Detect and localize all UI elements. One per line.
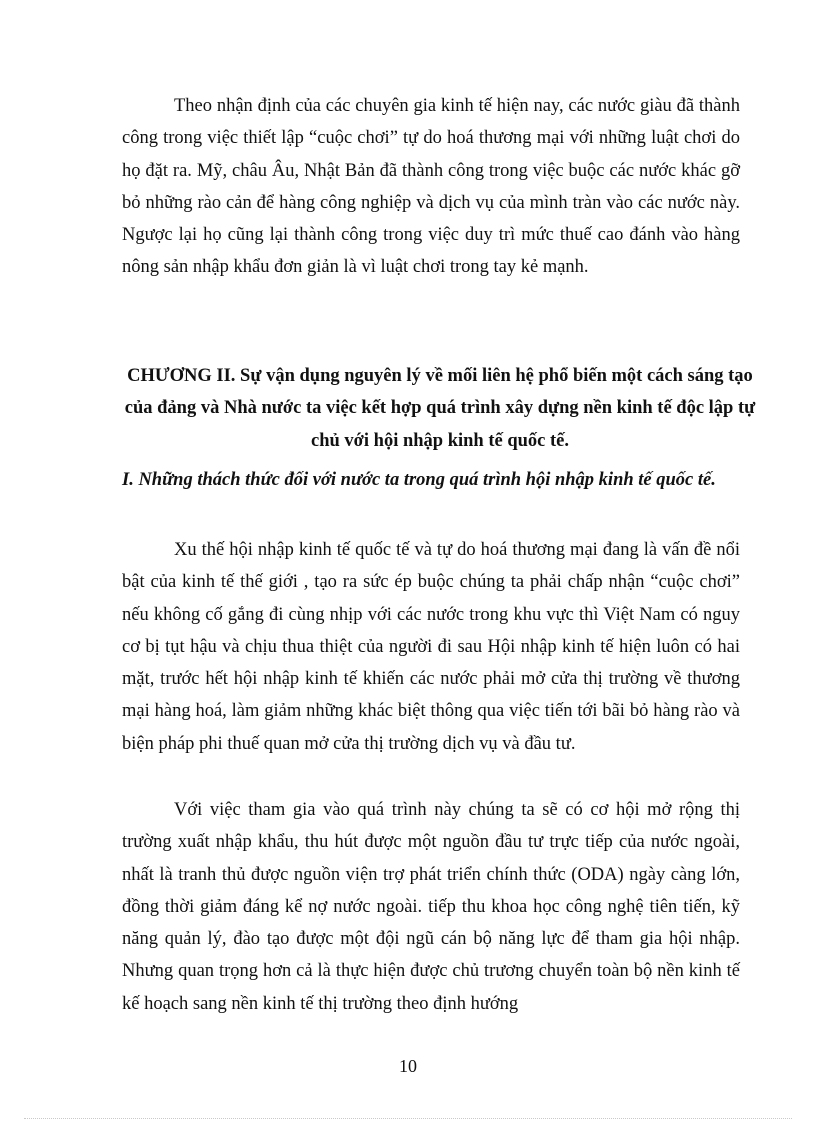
paragraph-opportunities: Với việc tham gia vào quá trình này chúng ta sẽ có cơ hội mở rộng thị trường xuất nhập khẩu, thu hút được một nguồn đầu tư trực tiếp của nước ngoài, nhất là tranh thủ được nguồn viện trợ phát triển chính thức (ODA) ngày càng lớn, đồng thời giảm đáng kể nợ nước ngoài. tiếp thu khoa học công nghệ tiên tiến, kỹ năng quản lý, đào tạo được một đội ngũ cán bộ năng lực để tham gia hội nhập. Nhưng quan trọng hơn cả là thực hiện được chủ trương chuyển toàn bộ nền kinh tế kế hoạch sang nền kinh tế thị trường theo định hướng: [122, 800, 740, 1014]
paragraph-trend: Xu thế hội nhập kinh tế quốc tế và tự do hoá thương mại đang là vấn đề nổi bật của kinh tế thế giới , tạo ra sức ép buộc chúng ta phải chấp nhận “cuộc chơi” nếu không cố gắng đi cùng nhịp với các nước trong khu vực thì Việt Nam có nguy cơ bị tụt hậu và chịu thua thiệt của người đi sau Hội nhập kinh tế hiện luôn có hai mặt, trước hết hội nhập kinh tế khiến các nước phải mở cửa thị trường về thương mại hàng hoá, làm giảm những khác biệt thông qua việc tiến tới bãi bỏ hàng rào và biện pháp phi thuế quan mở cửa thị trường dịch vụ và đầu tư.: [122, 540, 740, 754]
chapter-heading: CHƯƠNG II. Sự vận dụng nguyên lý về mối liên hệ phổ biến một cách sáng tạo của đảng và Nhà nước ta việc kết hợp quá trình xây dựng nền kinh tế độc lập tự chủ với hội nhập kinh tế quốc tế.: [124, 366, 756, 451]
section-heading: I. Những thách thức đối với nước ta trong quá trình hội nhập kinh tế quốc tế.: [122, 470, 716, 490]
page-bottom-divider: [24, 1118, 792, 1119]
paragraph-intro: Theo nhận định của các chuyên gia kinh tế hiện nay, các nước giàu đã thành công trong việc thiết lập “cuộc chơi” tự do hoá thương mại với những luật chơi do họ đặt ra. Mỹ, châu Âu, Nhật Bản đã thành công trong việc buộc các nước khác gỡ bỏ những rào cản để hàng công nghiệp và dịch vụ của mình tràn vào các nước này. Ngược lại họ cũng lại thành công trong việc duy trì mức thuế cao đánh vào hàng nông sản nhập khẩu đơn giản là vì luật chơi trong tay kẻ mạnh.: [122, 96, 740, 278]
page-number: 10: [399, 1056, 417, 1076]
